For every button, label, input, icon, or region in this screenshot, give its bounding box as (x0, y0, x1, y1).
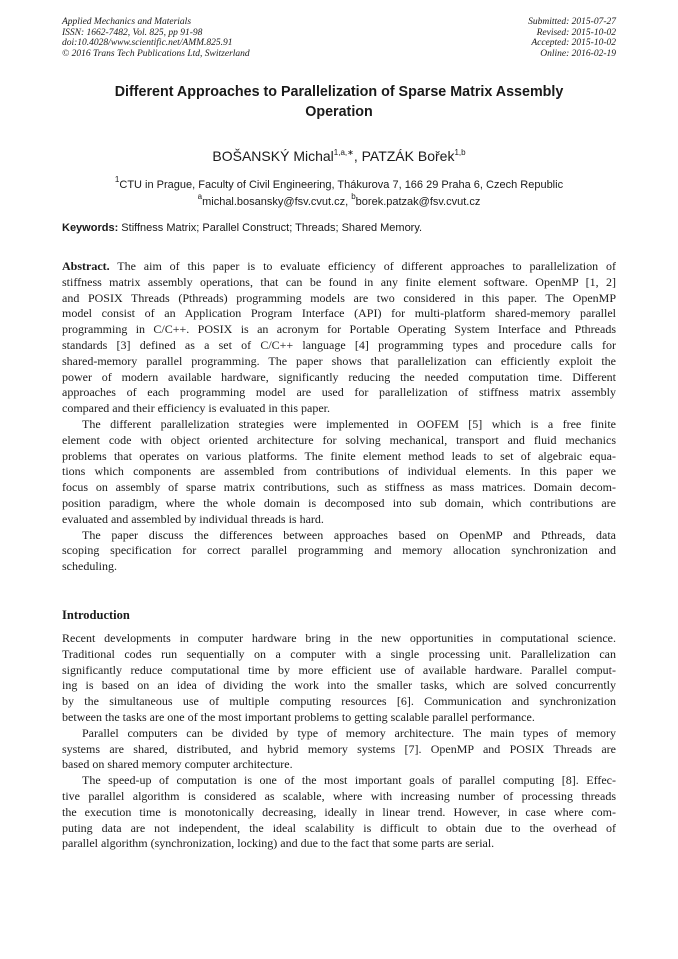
body-line: significantly reduce computational time by more efficient use of available hardware. Parallel comput- (62, 662, 616, 677)
abstract-line: The different parallelization strategies were implemented in OOFEM [5] which is a free finite (82, 416, 616, 431)
date-accepted: Accepted: 2015-10-02 (531, 38, 616, 49)
abstract-line: The paper discuss the differences between approaches based on OpenMP and Pthreads, data (82, 527, 616, 542)
body-line: tive parallel algorithm is considered as scalable, where with increasing number of processing threads (62, 788, 616, 803)
body-line: parallel algorithm (synchronization, locking) and due to the fact that some parts are serial. (62, 836, 495, 851)
abstract-label: Abstract. (62, 259, 110, 273)
body-line: based on shared memory computer architecture. (62, 757, 293, 772)
keywords-label: Keywords: (62, 222, 119, 234)
email-link[interactable]: michal.bosansky@fsv.cvut.cz, (202, 196, 352, 208)
body-line: puting data are not independent, the ideal scalability is difficult to obtain due to the overhead of (62, 820, 616, 835)
abstract-line: evaluated and assembled by individual threads is hard. (62, 511, 324, 526)
date-online: Online: 2016-02-19 (540, 48, 616, 59)
abstract-line: scoping specification for correct parallel programming and memory allocation synchronization and (62, 543, 616, 558)
body-line: between the tasks are one of the most important problems to getting scalable parallel performance. (62, 709, 535, 724)
abstract-line: tions which components are assembled from contributions of individual elements. In this paper we (62, 464, 616, 479)
keywords (62, 220, 616, 236)
title-line: Different Approaches to Parallelization of Sparse Matrix Assembly (114, 84, 564, 100)
introduction-body (62, 631, 616, 852)
date-submitted: Submitted: 2015-07-27 (528, 17, 616, 27)
email-superscript: b (351, 192, 356, 201)
journal-name: Applied Mechanics and Materials (62, 17, 192, 27)
affiliation-superscript: 1 (114, 175, 120, 184)
journal-issn: ISSN: 1662-7482, Vol. 825, pp 91-98 (62, 27, 203, 38)
author-emails (62, 194, 616, 211)
abstract-line: stiffness matrix assembly operations, that can be found in any finite element software. OpenMP [1, 2] (62, 274, 616, 289)
abstract (62, 259, 616, 575)
author-superscript: 1,a,∗ (333, 148, 354, 157)
journal-copyright: © 2016 Trans Tech Publications Ltd, Switzerland (62, 48, 250, 59)
email-superscript: a (197, 192, 203, 201)
title-line: Operation (305, 104, 373, 120)
abstract-line: power of modern available hardware, significantly reducing the needed computation time. Different (62, 369, 616, 384)
section-heading: Introduction (62, 608, 130, 622)
body-line: by the simultaneous use of multiple computing resources [6]. Communication and synchronization (62, 694, 616, 709)
author-separator: , (353, 148, 362, 164)
email-link[interactable]: borek.patzak@fsv.cvut.cz (355, 196, 481, 208)
body-line: Traditional codes run sequentially on a computer with a single processing unit. Parallelization can (62, 646, 616, 661)
abstract-line: compared and their efficiency is evaluated in this paper. (62, 401, 331, 416)
abstract-line: element code with object oriented architecture for solving mechanical, transport and fluid mechanics (62, 432, 616, 447)
author-name: BOŠANSKÝ Michal (212, 148, 334, 164)
abstract-line: position paradigm, where the whole domain is decomposed into sub domain, which contributions are (62, 495, 616, 510)
body-line: Recent developments in computer hardware bring in the new opportunities in computational science. (62, 631, 616, 645)
author-superscript: 1,b (454, 148, 466, 157)
abstract-line: approaches of each programming model are used for parallelization of stiffness matrix assembly (62, 385, 616, 400)
author-list (62, 146, 616, 166)
body-line: the execution time is monotonically decreasing, ideally in linear trend. However, in case where com- (62, 804, 616, 819)
paper-title (62, 82, 616, 122)
abstract-line: shared-memory parallel programming. The paper shows that parallelization can efficiently exploit the (62, 353, 616, 368)
abstract-line: Abstract. The aim of this paper is to evaluate efficiency of different approaches to parallelization of (62, 259, 616, 273)
journal-info (62, 17, 250, 59)
body-line: The speed-up of computation is one of the most important goals of parallel computing [8]. Effec- (82, 773, 616, 788)
abstract-line: model consist of an Application Program Interface (API) for multi-platform shared-memory parallel (62, 306, 616, 321)
abstract-line: scheduling. (62, 559, 117, 574)
submission-dates (528, 17, 616, 59)
abstract-line: focus on assembly of sparse matrix contributions, such as stiffness as mass matrices. Domain decom- (62, 480, 616, 495)
abstract-line: standards [3] defined as a set of C/C++ language [4] programming types and procedure calls for (62, 337, 616, 352)
abstract-line: problems that operates on various platforms. The finite element method leads to set of algebraic equa- (62, 448, 616, 463)
body-line: systems are shared, distributed, and hybrid memory systems [7]. OpenMP and POSIX Threads are (62, 741, 616, 756)
body-line: Parallel computers can be divided by type of memory architecture. The main types of memory (82, 725, 616, 740)
abstract-line: programming in C/C++. POSIX is an acronym for Portable Operating System Interface and Pthreads (62, 322, 616, 337)
journal-doi: doi:10.4028/www.scientific.net/AMM.825.91 (62, 38, 233, 49)
abstract-line: and POSIX Threads (Pthreads) programming models are two considered in this paper. The OpenMP (62, 290, 616, 305)
body-line: ing is based on an idea of dividing the work into the smaller tasks, which are solved concurrently (62, 678, 616, 693)
date-revised: Revised: 2015-10-02 (536, 27, 616, 38)
author-name: PATZÁK Bořek (361, 148, 455, 164)
affiliation-text: CTU in Prague, Faculty of Civil Engineering, Thákurova 7, 166 29 Praha 6, Czech Republic (119, 179, 564, 191)
keywords-text: Stiffness Matrix; Parallel Construct; Threads; Shared Memory. (118, 222, 423, 234)
affiliation (62, 177, 616, 211)
affiliation-line (62, 177, 616, 194)
